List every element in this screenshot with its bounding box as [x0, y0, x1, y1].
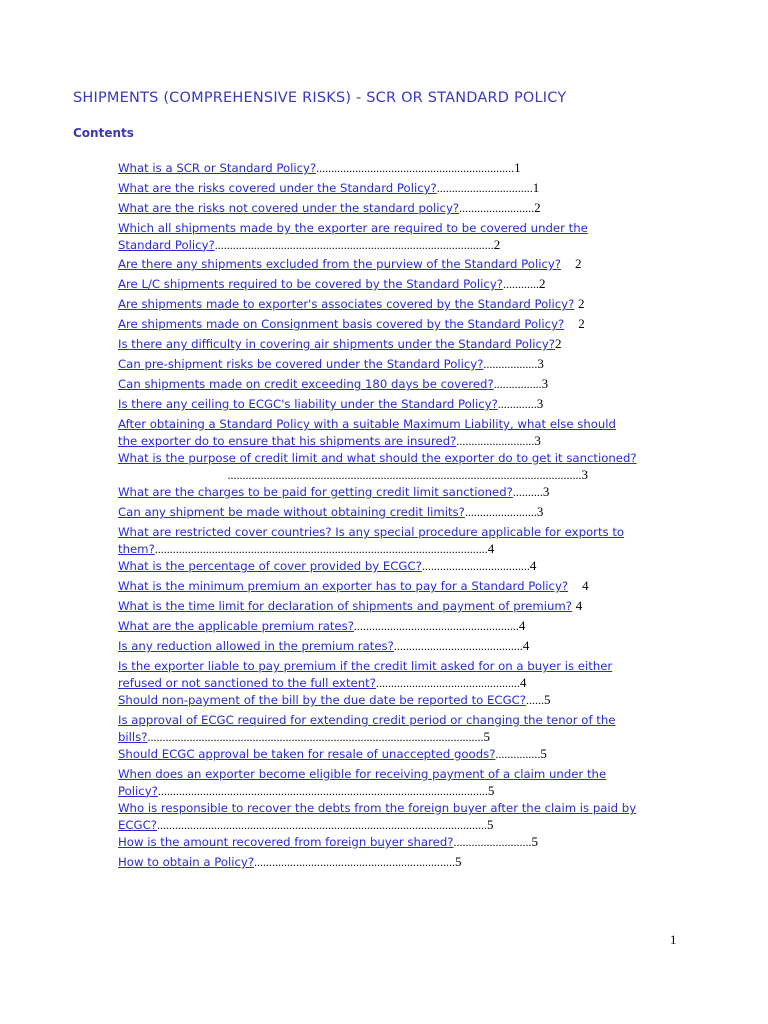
toc-leader: .............................................................................................: [214, 237, 494, 252]
toc-page-number: 1: [532, 180, 540, 195]
toc-link[interactable]: What is the minimum premium an exporter has to pay for a Standard Policy?: [118, 579, 569, 593]
toc-page-number: 3: [536, 504, 544, 519]
toc-page-number: 2: [575, 256, 582, 271]
toc-entry: [118, 450, 688, 484]
toc-link[interactable]: What is the time limit for declaration of shipments and payment of premium?: [118, 599, 572, 613]
toc-page-number: 4: [518, 618, 526, 633]
toc-page-number: 2: [578, 316, 585, 331]
toc-page-number: 3: [537, 356, 544, 371]
toc-leader: ...................................................................: [254, 855, 456, 869]
toc-link[interactable]: What are the applicable premium rates?: [118, 619, 354, 633]
toc-leader: ..............................................................................................................: [156, 817, 487, 832]
toc-link[interactable]: How to obtain a Policy?: [118, 855, 255, 869]
toc-entry: [118, 220, 688, 256]
toc-leader: ........................: [464, 505, 537, 519]
toc-entry: [118, 524, 688, 558]
toc-page-number: 3: [541, 376, 549, 391]
toc-link[interactable]: What are the charges to be paid for getting credit limit sanctioned?: [118, 485, 513, 499]
toc-link-continued[interactable]: Standard Policy?: [118, 237, 215, 252]
toc-link[interactable]: Should ECGC approval be taken for resale of unaccepted goods?: [118, 747, 496, 761]
toc-leader: ...............................................................................................................: [154, 541, 488, 556]
toc-page-number: 5: [487, 782, 495, 798]
toc-link[interactable]: Should non-payment of the bill by the due date be reported to ECGC?: [118, 693, 526, 707]
toc-leader: ....................................: [421, 559, 530, 573]
toc-page-number: 5: [455, 854, 462, 869]
toc-page-number: 5: [540, 746, 547, 761]
toc-link[interactable]: What are the risks not covered under the standard policy?: [118, 201, 460, 215]
toc-entry: [118, 376, 688, 396]
toc-entry: [118, 800, 688, 834]
toc-link-continued[interactable]: them?: [118, 541, 155, 556]
toc-leader: ..............................................................................................................: [157, 783, 488, 798]
toc-leader: ................: [493, 377, 542, 391]
toc-leader: ..........: [512, 485, 543, 499]
toc-link-continued[interactable]: ECGC?: [118, 817, 157, 832]
toc-link[interactable]: Are there any shipments excluded from the purview of the Standard Policy?: [118, 257, 561, 271]
toc-link-continued[interactable]: bills?: [118, 729, 148, 744]
toc-link-continued[interactable]: Policy?: [118, 783, 158, 798]
toc-entry: [118, 558, 688, 578]
toc-link[interactable]: Are L/C shipments required to be covered by the Standard Policy?: [118, 277, 503, 291]
toc-link[interactable]: Is there any difficulty in covering air shipments under the Standard Policy?: [118, 337, 556, 351]
toc-entry: [118, 484, 688, 504]
toc-page-number: 3: [542, 484, 550, 499]
toc-entry: [118, 396, 688, 416]
toc-link[interactable]: What is a SCR or Standard Policy?: [118, 161, 317, 175]
toc-link[interactable]: What are restricted cover countries? Is any special procedure applicable for exports to: [118, 525, 625, 539]
toc-entry: [118, 834, 688, 854]
toc-page-number: 2: [534, 200, 541, 215]
toc-page-number: 4: [575, 598, 583, 613]
toc-entry: [118, 854, 688, 874]
toc-entry: [118, 618, 688, 638]
toc-page-number: 2: [493, 236, 501, 252]
toc-link[interactable]: Is there any ceiling to ECGC's liability under the Standard Policy?: [118, 397, 498, 411]
toc-entry: [118, 638, 688, 658]
toc-entry: [118, 712, 688, 746]
toc-entry: [118, 276, 688, 296]
toc-entry: [118, 200, 688, 220]
toc-leader: ..........................: [456, 433, 535, 448]
toc-link[interactable]: What is the purpose of credit limit and what should the exporter do to get it sanctioned?: [118, 451, 637, 465]
page-number: 1: [670, 932, 677, 947]
toc-link[interactable]: Are shipments made on Consignment basis covered by the Standard Policy?: [118, 317, 565, 331]
toc-entry: [118, 578, 688, 598]
toc-leader: ......: [525, 693, 544, 707]
toc-page-number: 2: [555, 336, 562, 351]
toc-link[interactable]: Are shipments made to exporter's associates covered by the Standard Policy?: [118, 297, 575, 311]
toc-link[interactable]: How is the amount recovered from foreign buyer shared?: [118, 835, 454, 849]
toc-page-number: 2: [578, 296, 585, 311]
toc-leader: ..................: [483, 357, 538, 371]
toc-link[interactable]: Which all shipments made by the exporter are required to be covered under the: [118, 221, 588, 235]
toc-entry: [118, 766, 688, 800]
toc-entry: [118, 658, 688, 692]
toc-leader: ...............: [495, 747, 541, 761]
toc-link[interactable]: Can any shipment be made without obtaining credit limits?: [118, 505, 465, 519]
toc-page-number: 4: [487, 540, 495, 556]
toc-entry: [118, 256, 688, 276]
toc-page-number: 3: [534, 432, 541, 448]
toc-leader: .........................: [459, 201, 535, 215]
toc-page-number: 4: [582, 578, 589, 593]
toc-link[interactable]: Can pre-shipment risks be covered under the Standard Policy?: [118, 357, 484, 371]
toc-leader: ..................................................................: [316, 161, 515, 175]
toc-entry: [118, 356, 688, 376]
toc-page-number: 5: [483, 728, 490, 744]
table-of-contents: [118, 160, 688, 874]
toc-leader: .......................................................: [353, 619, 519, 633]
toc-leader: ..........................: [453, 835, 532, 849]
toc-page-number: 5: [531, 834, 538, 849]
toc-entry: [118, 180, 688, 200]
toc-link[interactable]: Is any reduction allowed in the premium rates?: [118, 639, 394, 653]
toc-entry: [118, 296, 688, 316]
toc-entry: [118, 160, 688, 180]
toc-page-number: 5: [486, 816, 494, 832]
toc-entry: [118, 598, 688, 618]
toc-leader: .............: [497, 397, 537, 411]
toc-link[interactable]: Is approval of ECGC required for extending credit period or changing the tenor of the: [118, 713, 616, 727]
toc-page-number: 3: [581, 466, 588, 482]
toc-page-number: 4: [519, 674, 527, 690]
toc-leader: ................................................................................................................: [147, 729, 484, 744]
toc-leader: ......................................................................................................................: [227, 467, 582, 482]
toc-page-number: 5: [543, 692, 551, 707]
toc-entry: [118, 416, 688, 450]
toc-link[interactable]: After obtaining a Standard Policy with a suitable Maximum Liability, what else should: [118, 417, 616, 431]
toc-link[interactable]: When does an exporter become eligible for receiving payment of a claim under the: [118, 767, 607, 781]
toc-entry: [118, 692, 688, 712]
toc-leader: ................................: [436, 181, 533, 195]
toc-leader: ............: [502, 277, 539, 291]
toc-page-number: 4: [529, 558, 537, 573]
toc-link-continued[interactable]: the exporter do to ensure that his shipments are insured?: [118, 433, 457, 448]
toc-leader: ...........................................: [393, 639, 523, 653]
toc-link[interactable]: What is the percentage of cover provided by ECGC?: [118, 559, 422, 573]
toc-entry: [118, 746, 688, 766]
toc-page-number: 1: [514, 160, 521, 175]
toc-leader: ................................................: [375, 675, 520, 690]
toc-page-number: 4: [522, 638, 530, 653]
toc-entry: [118, 504, 688, 524]
toc-page-number: 2: [538, 276, 546, 291]
toc-entry: [118, 336, 688, 356]
toc-link[interactable]: Can shipments made on credit exceeding 180 days be covered?: [118, 377, 494, 391]
toc-link[interactable]: Is the exporter liable to pay premium if the credit limit asked for on a buyer is either: [118, 659, 613, 673]
toc-link-continued[interactable]: refused or not sanctioned to the full extent?: [118, 675, 376, 690]
toc-entry: [118, 316, 688, 336]
document-title: SHIPMENTS (COMPREHENSIVE RISKS) - SCR OR STANDARD POLICY: [73, 90, 567, 106]
contents-heading: Contents: [73, 126, 134, 140]
toc-page-number: 3: [536, 396, 544, 411]
toc-link[interactable]: What are the risks covered under the Standard Policy?: [118, 181, 437, 195]
toc-link[interactable]: Who is responsible to recover the debts from the foreign buyer after the claim is paid by: [118, 801, 637, 815]
